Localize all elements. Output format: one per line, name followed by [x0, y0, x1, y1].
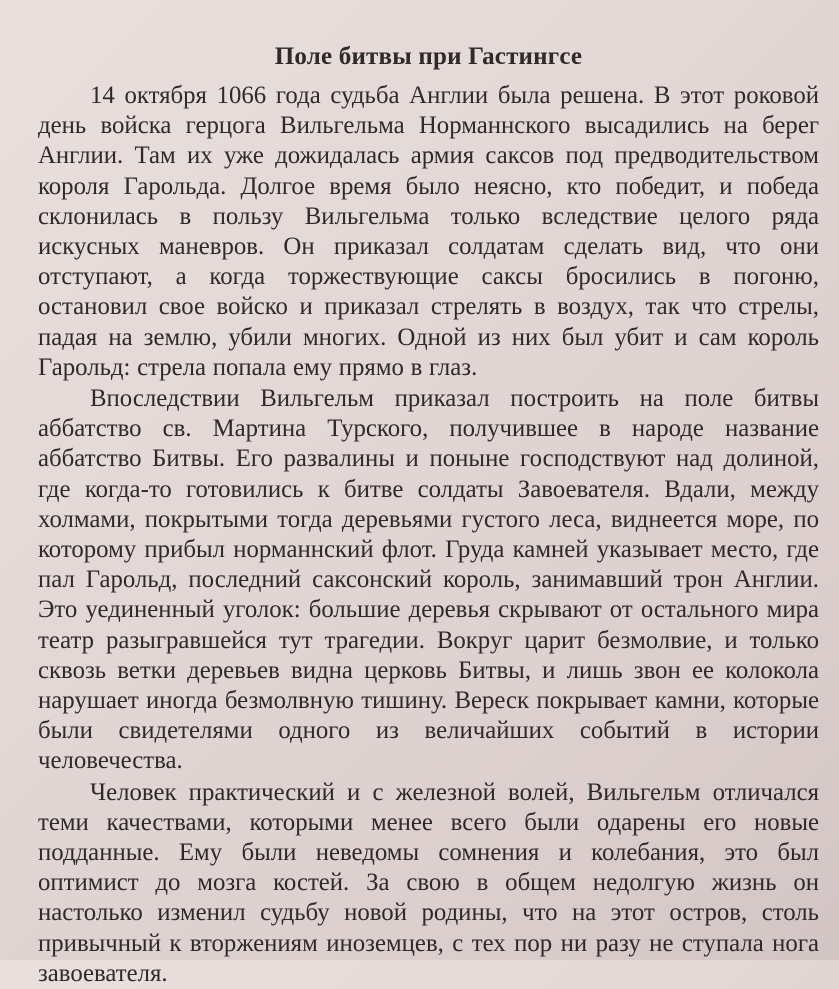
chapter-title: Поле битвы при Гастингсе [274, 43, 583, 70]
paragraph-2: Впоследствии Вильгельм приказал построить на поле битвы аббатство св. Мартина Турского, получившее в народе название аббатство Битвы. Его развалины и поныне господствуют над долиной, где когда-то готовились к битве солдаты Завоевателя. Вдали, между холмами, покрытыми тогда деревьями густого леса, виднеется море, по которому прибыл норманнский флот. Груда камней указывает место, где пал Гарольд, последний саксонский король, занимавший трон Англии. Это уединенный уголок: большие деревья скрывают от остального мира театр разыгравшейся тут трагедии. Вокруг царит безмолвие, и только сквозь ветки деревьев видна церковь Битвы, и лишь звон ее колокола нарушает иногда безмолвную тишину. Вереск покрывает камни, которые были свидетелями одного из величайших событий в истории человечества. [38, 385, 819, 775]
paragraph-1: 14 октября 1066 года судьба Англии была решена. В этот роковой день войска герцога Вильгельма Норманнского высадились на берег Англии. Там их уже дожидалась армия саксов под предводительством короля Гарольда. Долгое время было неясно, кто победит, и победа склонилась в пользу Вильгельма только вследствие целого ряда искусных маневров. Он приказал солдатам сделать вид, что они отступают, а когда торжествующие саксы бросились в погоню, остановил свое войско и приказал стрелять в воздух, так что стрелы, падая на землю, убили многих. Одной из них был убит и сам король Гарольд: стрела попала ему прямо в глаз. [38, 82, 819, 381]
paragraph-3: Человек практический и с железной волей, Вильгельм отличался теми качествами, которыми менее всего были одарены его новые подданные. Ему были неведомы сомнения и колебания, это был оптимист до мозга костей. За свою в общем недолгую жизнь он настолько изменил судьбу новой родины, что на этот остров, столь привычный к вторжениям иноземцев, с тех пор ни разу не ступала нога завоевателя. [38, 778, 819, 987]
